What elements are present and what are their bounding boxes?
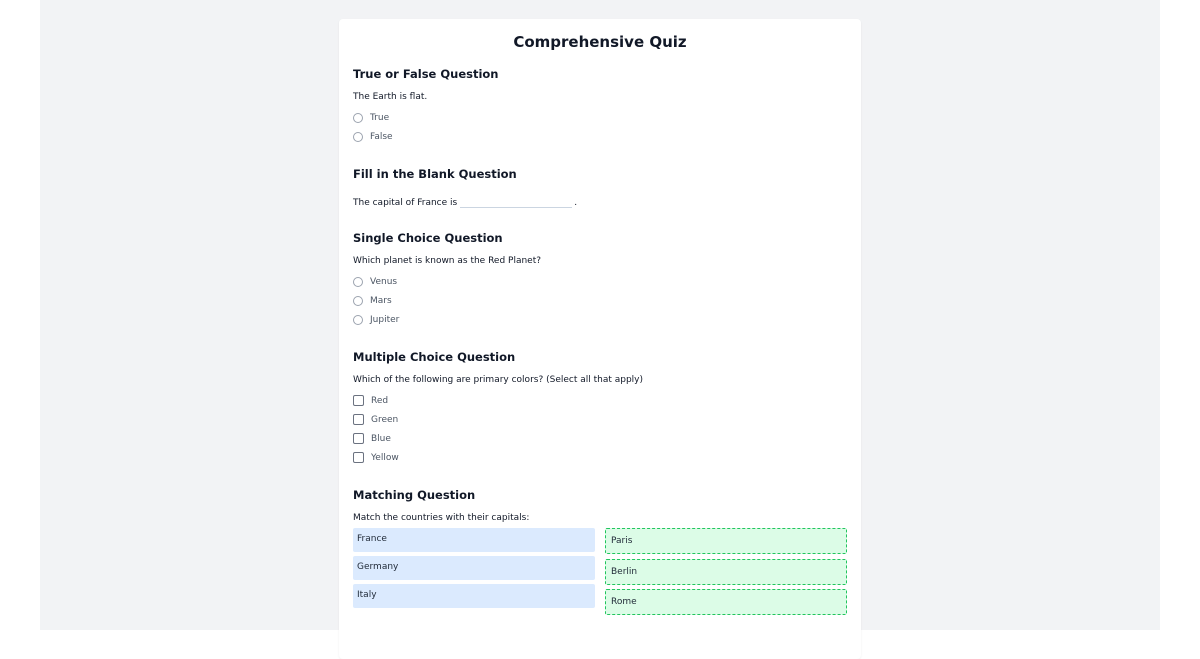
radio-button[interactable] (353, 296, 363, 306)
drop-zone-berlin[interactable]: Berlin (605, 559, 847, 585)
fill-blank-row (353, 193, 847, 208)
fill-blank-section (353, 167, 847, 208)
option-mars[interactable] (353, 291, 847, 310)
question-prompt: Which planet is known as the Red Planet? (353, 256, 542, 266)
option-label: False (370, 131, 393, 142)
option-label: Green (371, 414, 399, 425)
prompt-after: . (574, 198, 578, 208)
option-blue[interactable] (353, 429, 847, 448)
option-yellow[interactable] (353, 448, 847, 467)
question-prompt: Match the countries with their capitals: (353, 513, 530, 523)
section-heading: Matching Question (353, 488, 476, 502)
section-heading: Fill in the Blank Question (353, 167, 517, 181)
checkbox[interactable] (353, 414, 364, 425)
option-true[interactable] (353, 108, 847, 127)
option-label: Venus (370, 276, 398, 287)
option-label: Yellow (371, 452, 399, 463)
multiple-choice-section (353, 350, 847, 467)
checkbox[interactable] (353, 433, 364, 444)
match-item-france[interactable]: France (353, 528, 595, 552)
radio-button[interactable] (353, 315, 363, 325)
checkbox[interactable] (353, 452, 364, 463)
section-heading: Multiple Choice Question (353, 350, 516, 364)
prompt-before: The capital of France is (353, 198, 458, 208)
option-label: Jupiter (370, 314, 400, 325)
option-red[interactable] (353, 391, 847, 410)
quiz-card (339, 19, 861, 659)
option-label: Mars (370, 295, 392, 306)
option-label: True (370, 112, 390, 123)
section-heading: Single Choice Question (353, 231, 503, 245)
radio-button[interactable] (353, 277, 363, 287)
page-title: Comprehensive Quiz (513, 33, 687, 51)
option-jupiter[interactable] (353, 310, 847, 329)
option-false[interactable] (353, 127, 847, 146)
match-item-italy[interactable]: Italy (353, 584, 595, 608)
option-label: Red (371, 395, 389, 406)
section-heading: True or False Question (353, 67, 499, 81)
option-label: Blue (371, 433, 391, 444)
capital-answer-input[interactable] (460, 193, 572, 208)
option-green[interactable] (353, 410, 847, 429)
checkbox[interactable] (353, 395, 364, 406)
radio-button[interactable] (353, 113, 363, 123)
single-choice-section (353, 231, 847, 329)
drop-zone-rome[interactable]: Rome (605, 589, 847, 615)
radio-button[interactable] (353, 132, 363, 142)
match-item-germany[interactable]: Germany (353, 556, 595, 580)
matching-section (353, 488, 847, 607)
question-prompt: The Earth is flat. (353, 92, 428, 102)
question-prompt: Which of the following are primary colors? (Select all that apply) (353, 375, 644, 385)
drop-zone-paris[interactable]: Paris (605, 528, 847, 554)
option-venus[interactable] (353, 272, 847, 291)
true-false-section (353, 67, 847, 146)
